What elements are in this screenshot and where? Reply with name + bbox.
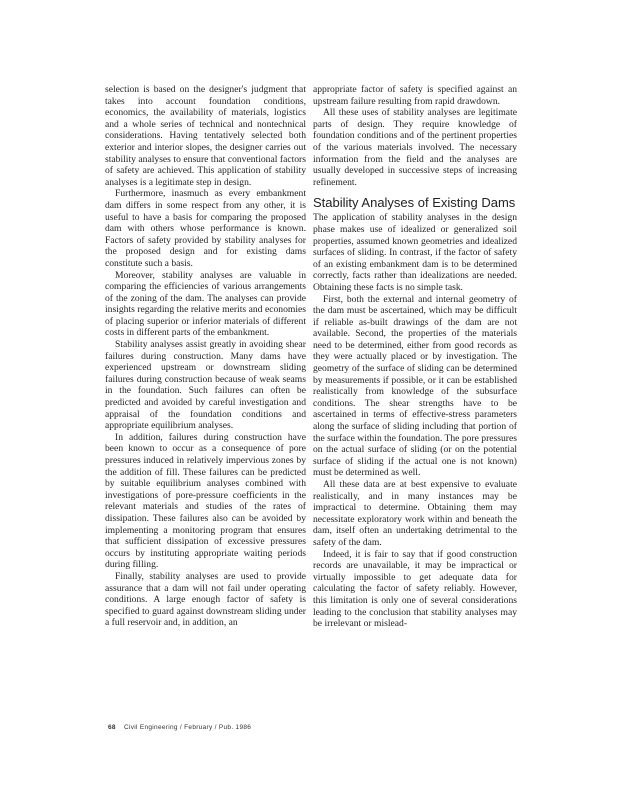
paragraph: All these uses of stability analyses are legitimate parts of design. They require knowledge of foundation conditions and of the pertinent properties of the various materials involved. The necessary information from the field and the analyses are usually developed in successive steps of increasing refinement. [313,107,517,188]
running-title: Civil Engineering / February / Pub. 1986 [123,724,252,731]
paragraph: In addition, failures during construction have been known to occur as a consequence of pore pressures induced in relatively impervious zones by the addition of fill. These failures can be predicted by suitable equilibrium analyses combined with investigations of pore-pressure coefficients in the relevant materials and studies of the rates of dissipation. These failures also can be avoided by implementing a monitoring program that ensures that sufficient dissipation of excessive pressures occurs by instituting appropriate waiting periods during filling. [105,431,306,571]
paragraph: Stability analyses assist greatly in avoiding shear failures during construction. Many dams have experienced upstream or downstream sliding failures during construction because of weak seams in the foundation. Such failures can often be predicted and avoided by careful investigation and appraisal of the foundation conditions and appropriate equilibrium analyses. [105,339,306,432]
paragraph: appropriate factor of safety is specified against an upstream failure resulting from rapid drawdown. [313,84,517,107]
paragraph: Indeed, it is fair to say that if good construction records are unavailable, it may be impractical or virtually impossible to get adequate data for calculating the factor of safety reliably. However, this limitation is only one of several considerations leading to the conclusion that stability analyses may be irrelevant or mislead- [313,548,517,630]
right-column [313,84,517,630]
paragraph: selection is based on the designer's judgment that takes into account foundation conditions, economics, the availability of materials, logistics and a whole series of technical and nontechnical considerations. Having tentatively selected both exterior and interior slopes, the designer carries out stability analyses to ensure that conventional factors of safety are achieved. This application of stability analyses is a legitimate step in design. [105,84,306,188]
page-footer [108,724,251,731]
paragraph: Finally, stability analyses are used to provide assurance that a dam will not fail under operating conditions. A large enough factor of safety is specified to guard against downstream sliding under a full reservoir and, in addition, an [105,570,306,629]
paragraph: First, both the external and internal geometry of the dam must be ascertained, which may be difficult if reliable as-built drawings of the dam are not available. Second, the properties of the materials need to be determined, either from good records as they were actually placed or by investigation. The geometry of the surface of sliding can be determined by measurements if possible, or it can be established realistically from knowledge of the subsurface conditions. The shear strengths have to be ascertained in terms of effective-stress parameters along the surface of sliding including that portion of the surface within the foundation. The pore pressures on the actual surface of sliding (or on the potential surface of sliding if the actual one is not known) must be determined as well. [313,293,517,479]
paragraph: The application of stability analyses in the design phase makes use of idealized or generalized soil properties, assumed known geometries and idealized surfaces of sliding. In contrast, if the factor of safety of an existing embankment dam is to be determined correctly, facts rather than idealizations are needed. Obtaining these facts is no simple task. [313,212,517,293]
left-column [105,84,306,629]
section-heading: Stability Analyses of Existing Dams [313,195,516,211]
paragraph: All these data are at best expensive to evaluate realistically, and in many instances may be impractical to determine. Obtaining them may necessitate exploratory work within and beneath the dam, itself often an undertaking detrimental to the safety of the dam. [313,479,517,548]
page-number: 68 [108,724,116,731]
paragraph: Furthermore, inasmuch as every embankment dam differs in some respect from any other, it is useful to have a basis for comparing the proposed dam with others whose performance is known. Factors of safety provided by stability analyses for the proposed design and for existing dams constitute such a basis. [105,188,306,269]
paragraph: Moreover, stability analyses are valuable in comparing the efficiencies of various arrangements of the zoning of the dam. The analyses can provide insights regarding the relative merits and economies of placing superior or inferior materials of different costs in different parts of the embankment. [105,269,306,339]
